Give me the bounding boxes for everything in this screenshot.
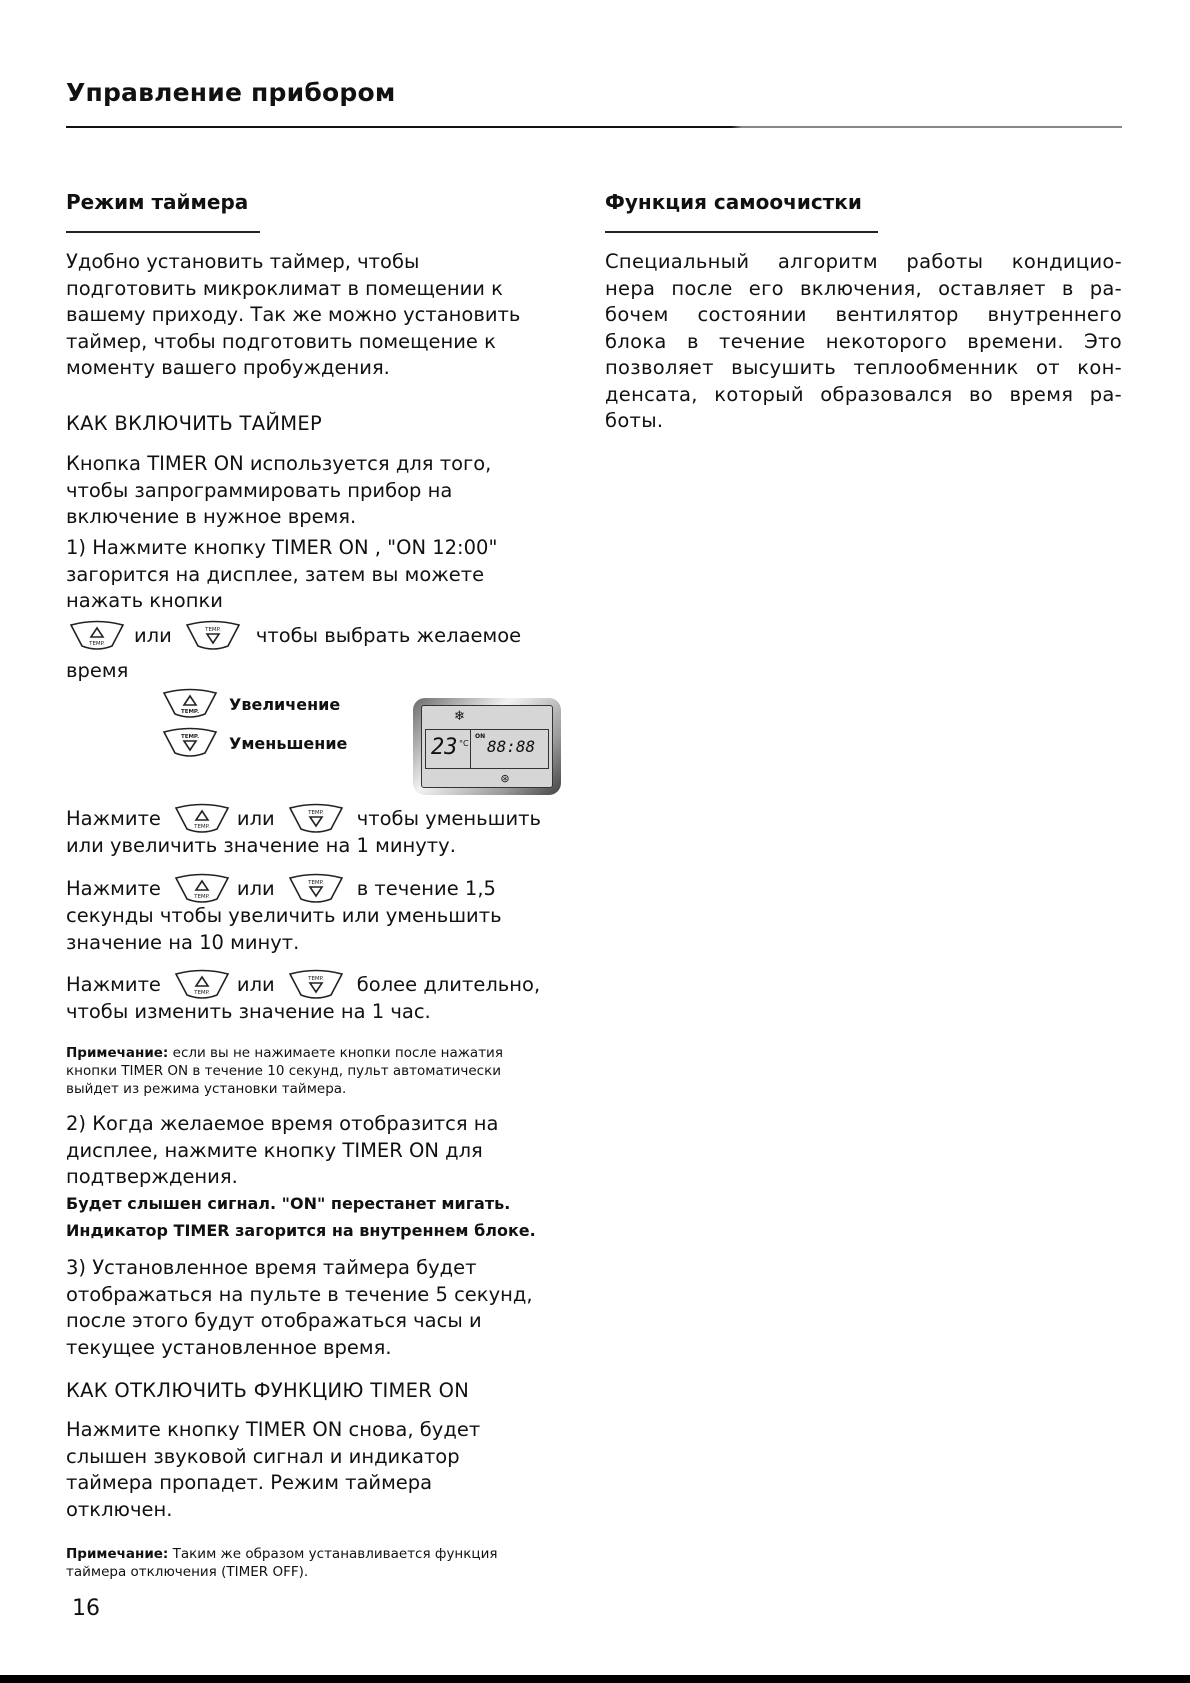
step-2 bbox=[66, 1111, 586, 1191]
lcd-temp: 23 bbox=[431, 735, 458, 760]
lcd-unit: °C bbox=[459, 739, 469, 748]
temp-down-icon bbox=[287, 873, 345, 905]
text-line: таймер, чтобы подготовить помещение к bbox=[66, 329, 496, 353]
text-line: бочем состоянии вентилятор внутреннего bbox=[605, 303, 1122, 326]
text-line: Будет слышен сигнал. "ON" перестанет мигать. bbox=[66, 1194, 511, 1213]
press-word: Нажмите bbox=[66, 876, 161, 900]
step-1 bbox=[66, 535, 586, 615]
text-line: подтверждения. bbox=[66, 1165, 238, 1188]
press-line-2 bbox=[66, 873, 586, 905]
svg-text:TEMP.: TEMP. bbox=[307, 810, 324, 816]
svg-text:TEMP.: TEMP. bbox=[180, 734, 200, 740]
press2-tail: в течение 1,5 bbox=[356, 876, 496, 900]
note-label: Примечание: bbox=[66, 1546, 169, 1562]
svg-text:TEMP.: TEMP. bbox=[194, 824, 210, 830]
text-line: денсата, который образовался во время ра- bbox=[605, 382, 1122, 406]
text-line: отключен. bbox=[66, 1497, 173, 1521]
self-clean-title-rule bbox=[605, 231, 878, 233]
svg-text:TEMP.: TEMP. bbox=[307, 976, 324, 982]
temp-down-icon bbox=[161, 727, 219, 759]
text-line: текущее установленное время. bbox=[66, 1335, 392, 1359]
legend-increase bbox=[161, 688, 340, 720]
header-rule bbox=[66, 126, 1122, 128]
press-line-1 bbox=[66, 803, 586, 835]
legend-decrease-label: Уменьшение bbox=[229, 733, 348, 753]
or-label: или bbox=[236, 876, 275, 900]
note-text: если вы не нажимаете кнопки после нажатия bbox=[168, 1045, 503, 1061]
how-on-text bbox=[66, 451, 586, 531]
step-2-bold bbox=[66, 1190, 586, 1244]
self-clean-title: Функция самоочистки bbox=[605, 190, 862, 214]
note-1 bbox=[66, 1044, 586, 1098]
note-2 bbox=[66, 1545, 586, 1581]
text-line: Специальный алгоритм работы кондицио- bbox=[605, 250, 1122, 273]
text-line: вашему приходу. Так же можно установить bbox=[66, 303, 521, 326]
timer-section-title: Режим таймера bbox=[66, 190, 249, 214]
text-line: Удобно установить таймер, чтобы bbox=[66, 250, 420, 273]
press-word: Нажмите bbox=[66, 972, 161, 996]
temp-up-icon bbox=[161, 688, 219, 720]
remote-lcd-display bbox=[413, 698, 561, 795]
step-3 bbox=[66, 1255, 586, 1361]
text-line: включение в нужное время. bbox=[66, 505, 357, 528]
page-number: 16 bbox=[72, 1596, 100, 1621]
note-line bbox=[66, 1545, 586, 1563]
choose-time-text: чтобы выбрать желаемое bbox=[255, 623, 522, 647]
text-line: отображаться на пульте в течение 5 секунд, bbox=[66, 1282, 533, 1306]
temp-down-icon bbox=[287, 803, 345, 835]
svg-text:TEMP.: TEMP. bbox=[204, 627, 221, 633]
text-line: Индикатор TIMER загорится на внутреннем блоке. bbox=[66, 1221, 536, 1240]
press3-line2: чтобы изменить значение на 1 час. bbox=[66, 1000, 431, 1023]
text-line: нера после его включения, оставляет в ра- bbox=[605, 276, 1122, 300]
how-off-text bbox=[66, 1417, 586, 1523]
press-line-3 bbox=[66, 969, 586, 1001]
note-text: Таким же образом устанавливается функция bbox=[168, 1546, 498, 1562]
self-clean-text bbox=[605, 249, 1122, 435]
text-line: чтобы запрограммировать прибор на bbox=[66, 478, 453, 502]
temp-up-icon bbox=[173, 803, 231, 835]
text-line: слышен звуковой сигнал и индикатор bbox=[66, 1444, 460, 1468]
text-line: после этого будут отображаться часы и bbox=[66, 1309, 482, 1332]
lcd-main-area bbox=[425, 729, 549, 769]
page-title: Управление прибором bbox=[66, 78, 396, 107]
text-line: секунды чтобы увеличить или уменьшить bbox=[66, 904, 502, 927]
note-line: таймера отключения (TIMER OFF). bbox=[66, 1564, 309, 1580]
legend-decrease bbox=[161, 727, 347, 759]
svg-text:TEMP.: TEMP. bbox=[180, 709, 200, 715]
text-line: блока в течение некоторого времени. Это bbox=[605, 329, 1122, 353]
bottom-bar bbox=[0, 1675, 1190, 1683]
fan-icon: ⊛ bbox=[500, 772, 510, 785]
temp-up-icon bbox=[173, 969, 231, 1001]
text-line: 3) Установленное время таймера будет bbox=[66, 1256, 477, 1279]
text-line: Кнопка TIMER ON используется для того, bbox=[66, 452, 492, 475]
text-line: дисплее, нажмите кнопку TIMER ON для bbox=[66, 1138, 483, 1162]
text-line: подготовить микроклимат в помещении к bbox=[66, 276, 503, 300]
temp-up-icon bbox=[68, 620, 126, 652]
note-line: выйдет из режима установки таймера. bbox=[66, 1081, 347, 1097]
press1-line2: или увеличить значение на 1 минуту. bbox=[66, 834, 456, 857]
text-line: моменту вашего пробуждения. bbox=[66, 356, 390, 379]
text-line: нажать кнопки bbox=[66, 589, 223, 612]
temp-up-icon bbox=[173, 873, 231, 905]
press2-rest bbox=[66, 903, 586, 956]
lcd-divider bbox=[470, 730, 471, 768]
time-word: время bbox=[66, 659, 129, 682]
text-line: 2) Когда желаемое время отобразится на bbox=[66, 1112, 499, 1135]
note-line bbox=[66, 1044, 586, 1062]
text-line: таймера пропадет. Режим таймера bbox=[66, 1471, 433, 1494]
text-line: загорится на дисплее, затем вы можете bbox=[66, 562, 485, 586]
legend-increase-label: Увеличение bbox=[229, 694, 341, 714]
snowflake-icon: ❄ bbox=[454, 709, 465, 724]
timer-title-rule bbox=[66, 231, 260, 233]
press3-tail: более длительно, bbox=[356, 972, 541, 996]
step-1-buttons-row bbox=[68, 620, 588, 652]
or-label: или bbox=[236, 972, 275, 996]
text-line: боты. bbox=[605, 409, 664, 432]
text-line: 1) Нажмите кнопку TIMER ON , "ON 12:00" bbox=[66, 536, 498, 559]
note-label: Примечание: bbox=[66, 1045, 169, 1061]
note-line: кнопки TIMER ON в течение 10 секунд, пульт автоматически bbox=[66, 1063, 501, 1079]
how-on-heading: КАК ВКЛЮЧИТЬ ТАЙМЕР bbox=[66, 412, 323, 435]
svg-text:TEMP.: TEMP. bbox=[89, 641, 105, 647]
press-word: Нажмите bbox=[66, 806, 161, 830]
timer-intro bbox=[66, 249, 586, 382]
text-line: позволяет высушить теплообменник от кон- bbox=[605, 356, 1122, 379]
temp-down-icon bbox=[287, 969, 345, 1001]
svg-text:TEMP.: TEMP. bbox=[194, 990, 210, 996]
svg-text:TEMP.: TEMP. bbox=[194, 894, 210, 900]
lcd-screen bbox=[421, 705, 553, 788]
lcd-time: 88:88 bbox=[487, 737, 536, 756]
or-label: или bbox=[134, 623, 172, 647]
text-line: значение на 10 минут. bbox=[66, 930, 300, 954]
svg-text:TEMP.: TEMP. bbox=[307, 880, 324, 886]
text-line: Нажмите кнопку TIMER ON снова, будет bbox=[66, 1418, 481, 1441]
lcd-on-label: ON bbox=[475, 733, 486, 740]
temp-down-icon bbox=[184, 620, 242, 652]
press1-tail: чтобы уменьшить bbox=[356, 806, 542, 830]
or-label: или bbox=[236, 806, 275, 830]
how-off-heading: КАК ОТКЛЮЧИТЬ ФУНКЦИЮ TIMER ON bbox=[66, 1379, 470, 1402]
